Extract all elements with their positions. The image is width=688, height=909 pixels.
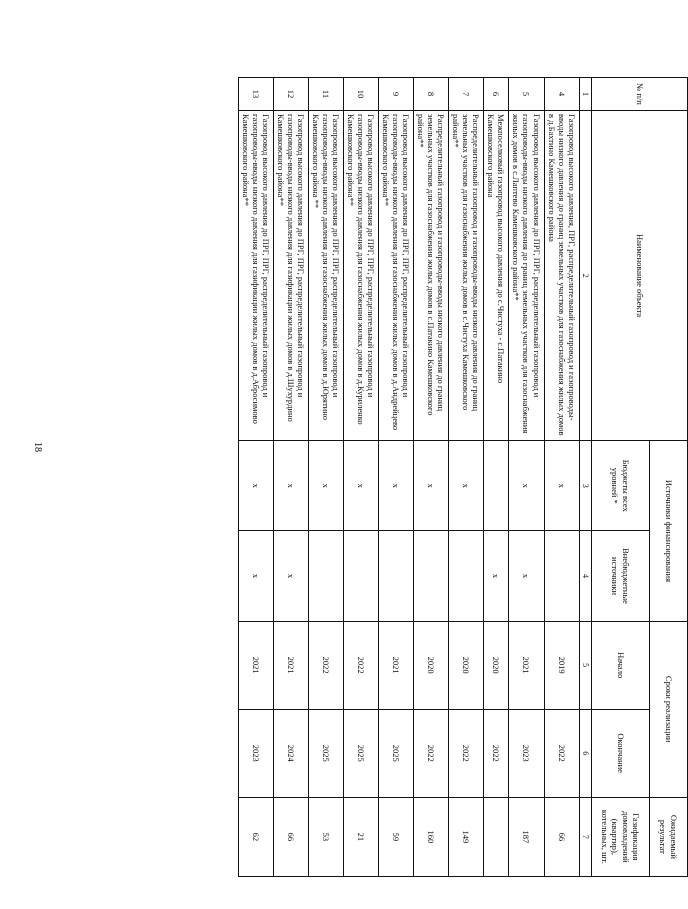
row-number: 7 <box>449 78 484 111</box>
table-row <box>509 78 544 877</box>
extrabudget-cell <box>344 531 379 621</box>
budget-cell: х <box>239 441 274 531</box>
extrabudget-cell: х <box>274 531 309 621</box>
end-year: 2025 <box>379 709 414 797</box>
budget-cell: х <box>509 441 544 531</box>
object-name: Газопровод высокого давления до ПРГ, ПРГ, распределительный газопровод и газопроводы-вводы низкого давления для газоснабжения жилых домов в д.Куриленко Камешковского района** <box>344 111 379 441</box>
gasification-count: 160 <box>414 797 449 876</box>
row-number: 12 <box>274 78 309 111</box>
end-year: 2022 <box>449 709 484 797</box>
start-year: 2021 <box>274 621 309 709</box>
column-index: 1 <box>579 78 591 111</box>
gasification-count: 53 <box>309 797 344 876</box>
row-number: 5 <box>509 78 544 111</box>
gasification-count: 149 <box>449 797 484 876</box>
table-container <box>98 77 688 877</box>
budget-cell: х <box>309 441 344 531</box>
gasification-count: 187 <box>509 797 544 876</box>
table-row <box>544 78 579 877</box>
start-year: 2019 <box>544 621 579 709</box>
header-start: Начало <box>592 621 650 709</box>
end-year: 2025 <box>309 709 344 797</box>
table-row <box>274 78 309 877</box>
budget-cell: х <box>449 441 484 531</box>
start-year: 2022 <box>344 621 379 709</box>
end-year: 2022 <box>414 709 449 797</box>
extrabudget-cell <box>309 531 344 621</box>
end-year: 2023 <box>509 709 544 797</box>
row-number: 6 <box>484 78 509 111</box>
table-row <box>449 78 484 877</box>
object-name: Распределительный газопровод и газопроводы-вводы низкого давления до границ земельных участков для газоснабжения жилых домов в с.Патакино Камешковского района** <box>414 111 449 441</box>
end-year: 2024 <box>274 709 309 797</box>
header-extrabudget: Внебюджетные источники <box>592 531 650 621</box>
header-num: № п/п <box>592 78 688 111</box>
column-index: 6 <box>579 709 591 797</box>
budget-cell <box>484 441 509 531</box>
extrabudget-cell <box>414 531 449 621</box>
object-name: Газопровод высокого давления до ПРГ, ПРГ, распределительный газопровод и газопроводы-вводы низкого давления для газификации жилых домов в д.Шухурдино Камешковского района** <box>274 111 309 441</box>
extrabudget-cell <box>379 531 414 621</box>
end-year: 2025 <box>344 709 379 797</box>
gasification-count: 66 <box>544 797 579 876</box>
object-name: Газопровод высокого давления до ПРГ, ПРГ, распределительный газопровод и газопроводы-вводы низкого давления для газоснабжения жилых домов в д.Андрейцево Камешковского района** <box>379 111 414 441</box>
object-name: Межпоселковый газопровод высокого давления до с.Чистуха - с.Патакино Камешковского района <box>484 111 509 441</box>
gasification-count: 66 <box>274 797 309 876</box>
end-year: 2023 <box>239 709 274 797</box>
gasification-count: 62 <box>239 797 274 876</box>
budget-cell: х <box>544 441 579 531</box>
row-number: 13 <box>239 78 274 111</box>
column-index: 2 <box>579 111 591 441</box>
start-year: 2021 <box>239 621 274 709</box>
header-end: Окончание <box>592 709 650 797</box>
object-name: Газопровод высокого давления, ПРГ, распределительный газопровод и газопроводы-вводы низкого давления до границ земельных участков для газоснабжения жилых домов в д.Бахтино Камешковского района <box>544 111 579 441</box>
gasification-count <box>484 797 509 876</box>
page-number: 18 <box>32 442 43 452</box>
column-index: 5 <box>579 621 591 709</box>
start-year: 2020 <box>484 621 509 709</box>
start-year: 2021 <box>379 621 414 709</box>
table-row <box>344 78 379 877</box>
extrabudget-cell <box>544 531 579 621</box>
table-row <box>309 78 344 877</box>
table-row <box>379 78 414 877</box>
extrabudget-cell: х <box>239 531 274 621</box>
header-implementation-terms: Сроки реализации <box>650 621 688 797</box>
budget-cell: х <box>344 441 379 531</box>
gasification-count: 21 <box>344 797 379 876</box>
object-name: Газопровод высокого давления до ПРГ, ПРГ, распределительный газопровод и газопроводы-вводы низкого давления для газификации жилых домов в д.Абросимово Камешковского района** <box>239 111 274 441</box>
start-year: 2022 <box>309 621 344 709</box>
header-budget: Бюджеты всех уровней * <box>592 441 650 531</box>
gasification-count: 59 <box>379 797 414 876</box>
object-name: Распределительный газопровод и газопроводы-вводы низкого давления до границ земельных участков для газоснабжения жилых домов в с.Чистуха Камешковского района** <box>449 111 484 441</box>
object-name: Газопровод высокого давления до ПРГ, ПРГ, распределительный газопровод и газопроводы-вводы низкого давления для газоснабжения жилых домов в д.Юрятино Камешковского района ** <box>309 111 344 441</box>
header-object-name: Наименование объекта <box>592 111 688 441</box>
header-expected-result: Ожидаемый результат <box>650 797 688 876</box>
end-year: 2022 <box>484 709 509 797</box>
object-name: Газопровод высокого давления до ПРГ, ПРГ, распределительный газопровод и газопроводы-вводы низкого давления до границ земельных участков для газоснабжения жилых домов в с.Лаптево Камешковского района** <box>509 111 544 441</box>
budget-cell: х <box>414 441 449 531</box>
extrabudget-cell: х <box>509 531 544 621</box>
budget-cell: х <box>274 441 309 531</box>
table-row <box>414 78 449 877</box>
objects-table <box>238 77 688 877</box>
column-index: 7 <box>579 797 591 876</box>
start-year: 2021 <box>509 621 544 709</box>
header-funding-sources: Источники финансирования <box>650 441 688 621</box>
table-row <box>484 78 509 877</box>
budget-cell: х <box>379 441 414 531</box>
row-number: 9 <box>379 78 414 111</box>
row-number: 8 <box>414 78 449 111</box>
table-row <box>239 78 274 877</box>
start-year: 2020 <box>414 621 449 709</box>
row-number: 11 <box>309 78 344 111</box>
end-year: 2022 <box>544 709 579 797</box>
column-index: 4 <box>579 531 591 621</box>
extrabudget-cell: х <box>484 531 509 621</box>
row-number: 10 <box>344 78 379 111</box>
extrabudget-cell <box>449 531 484 621</box>
header-gasification: Газификация домовладений (квартир), котельных, шт. <box>592 797 650 876</box>
column-index: 3 <box>579 441 591 531</box>
start-year: 2020 <box>449 621 484 709</box>
row-number: 4 <box>544 78 579 111</box>
column-index-row <box>579 78 591 877</box>
